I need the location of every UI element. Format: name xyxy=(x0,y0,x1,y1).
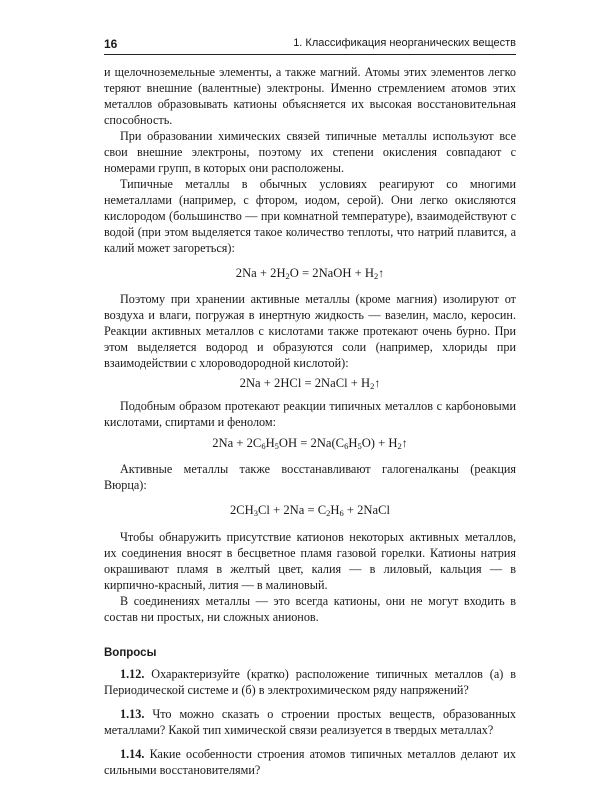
paragraph: При образовании химических связей типичные металлы используют все свои внешние электроны, поэтому их степени окисления совпадают с номерами групп, в которых они расположены. xyxy=(104,129,516,175)
equation-sodium-phenol xyxy=(104,435,516,451)
running-header xyxy=(104,36,516,55)
equation-sodium-water xyxy=(104,265,516,281)
body-text xyxy=(104,64,516,786)
paragraph: Поэтому при хранении активные металлы (кроме магния) изолируют от воздуха и влаги, погружая в инертную жидкость — вазелин, масло, керосин. Реакции активных металлов с кислотами также протекают очень бурно. При этом выделяется водород и образуются соли (например, хлориды при взаимодействии с хлороводородной кислотой): xyxy=(104,292,516,370)
question-text: Какие особенности строения атомов типичных металлов делают их сильными восстановителями? xyxy=(104,747,517,777)
question-number: 1.12. xyxy=(120,667,145,681)
question-item xyxy=(104,706,516,738)
paragraph: В соединениях металлы — это всегда катионы, они не могут входить в состав ни простых, ни сложных анионов. xyxy=(104,594,516,624)
question-number: 1.13. xyxy=(120,707,145,721)
equation-text: $2Na + 2C_6H_5OH = 2Na(C_6H_5O)$ + $H_2↑$ xyxy=(212,436,408,451)
chapter-title: 1. Классификация неорганических веществ xyxy=(293,37,516,49)
paragraph: Чтобы обнаружить присутствие катионов некоторых активных металлов, их соединения вносят в бесцветное пламя газовой горелки. Катионы натрия окрашивают пламя в желтый цвет, калия — в лиловый, кальция — в кирпично-красный, лития — в малиновый. xyxy=(104,530,516,592)
question-text: Что можно сказать о строении простых веществ, образованных металлами? Какой тип химической связи реализуется в твердых металлах? xyxy=(104,707,516,737)
question-text: Охарактеризуйте (кратко) расположение типичных металлов (а) в Периодической системе и (б) в электрохимическом ряду напряжений? xyxy=(104,667,516,697)
question-item xyxy=(104,666,516,698)
questions-heading: Вопросы xyxy=(104,647,157,659)
equation-sodium-hcl xyxy=(104,375,516,391)
equation-text: $2CH_3Cl + 2Na = C_2H_6$ + 2NaCl xyxy=(229,503,391,518)
equation-wurtz xyxy=(104,502,516,518)
equation-text: $2Na + 2H_2O$ = 2NaOH + $H_2↑$ xyxy=(235,266,385,281)
paragraph: и щелочноземельные элементы, а также магний. Атомы этих элементов легко теряют внешние (валентные) электроны. Именно стремлением атомов этих металлов образовывать катионы объясняется их высокая восстановительная способность. xyxy=(104,65,516,127)
paragraph: Активные металлы также восстанавливают галогеналканы (реакция Вюрца): xyxy=(104,462,516,492)
paragraph: Подобным образом протекают реакции типичных металлов с карбоновыми кислотами, спиртами и фенолом: xyxy=(104,399,516,429)
question-item xyxy=(104,746,516,778)
question-number: 1.14. xyxy=(120,747,145,761)
page-number: 16 xyxy=(104,37,118,51)
paragraph: Типичные металлы в обычных условиях реагируют со многими неметаллами (например, с фтором, иодом, серой). Они легко окисляются кислородом (большинство — при комнатной температуре), взаимодействуют с водой (при этом выделяется такое количество теплоты, что натрий плавится, а калий может загореться): xyxy=(104,177,516,255)
equation-text: 2Na + 2HCl = 2NaCl + $H_2↑$ xyxy=(239,376,381,391)
